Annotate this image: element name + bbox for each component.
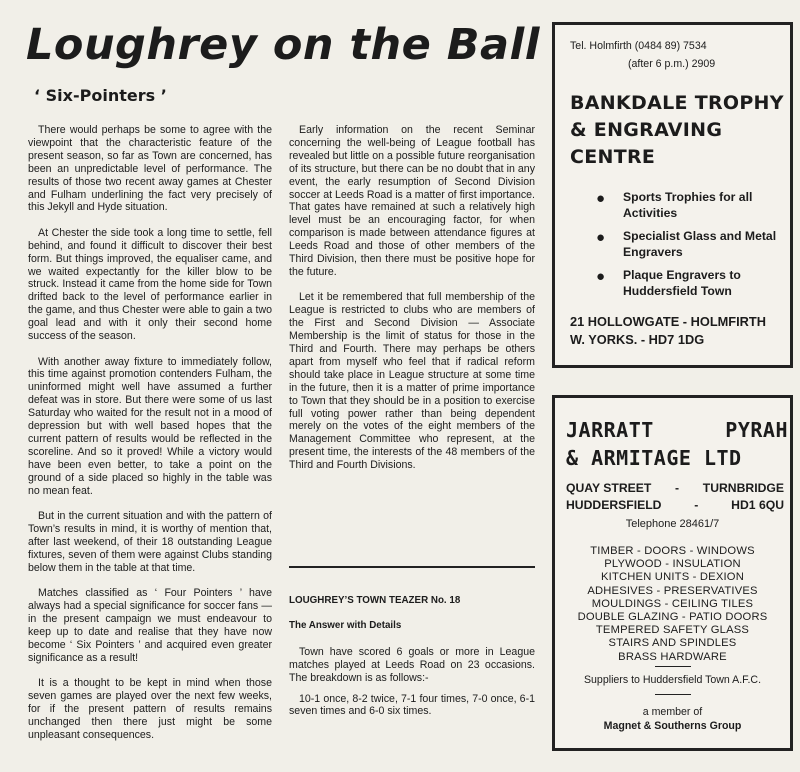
article-paragraph: Let it be remembered that full membership of the League is restricted to clubs who are members of the First and Second Division — Associate Membership is the limit of status for those in the Third and Fourth. There may perhaps be others apart from myself who feel that if radical reform should take place in League structure at some time in the future, then it is a matter of prime importance to Town that they should be in a position to exercise full voting power rather than being dependent merely on the votes of the eight members of the Management Committee who represent, at the present time, the interests of the 48 members of the Third and Fourth Divisions. (289, 291, 535, 472)
article-paragraph: With another away fixture to immediately follow, this time against promotion contenders Fulham, the uninformed might well have assumed a further defeat was in store. But there were some of us last Saturday who waited for the result not in a mood of depression but with well based hopes that the current pattern of results would be reflected in the scoreline. And so it proved! While a victory would have been even better, to take a point on the ground of a side placed so highly in the table was no mean feat. (28, 355, 272, 497)
bullet-icon: ● (596, 229, 606, 246)
jarratt-product-line: TIMBER - DOORS - WINDOWS (590, 545, 755, 557)
teazer-paragraph: 10-1 once, 8-2 twice, 7-1 four times, 7-0 once, 6-1 seven times and 6-0 six times. (289, 692, 535, 718)
bankdale-address-line: 21 HOLLOWGATE - HOLMFIRTH (570, 314, 766, 329)
bankdale-service-text: Specialist Glass and Metal Engravers (623, 229, 777, 259)
bankdale-service-text: Plaque Engravers to Huddersfield Town (623, 268, 741, 298)
bankdale-service-item (596, 268, 793, 299)
article-paragraph: Early information on the recent Seminar concerning the well-being of League football has revealed but little on a possible future reorganisation of its structure, but there can be no doubt that in any event, the early resumption of Second Division soccer at Leeds Road is a matter of first importance. That gates have remained at such a relatively high level must be an encouraging factor, for when comparison is made between attendance figures at Leeds Road and those of other members of the Third Division, then there must be positive hope for the future. (289, 124, 535, 278)
jarratt-product-line: BRASS HARDWARE (618, 650, 727, 663)
jarratt-name-word: JARRATT (566, 418, 654, 442)
jarratt-product-line: DOUBLE GLAZING - PATIO DOORS (577, 611, 768, 624)
bankdale-name-line: BANKDALE TROPHY (570, 92, 784, 114)
bankdale-service-item (596, 190, 793, 221)
jarratt-product-line: MOULDINGS - CEILING TILES (591, 597, 754, 610)
bankdale-company-name (570, 90, 785, 171)
bankdale-service-text: Sports Trophies for all Activities (623, 190, 753, 220)
bankdale-telephone-evening: (after 6 p.m.) 2909 (628, 58, 716, 70)
article-subtitle: ‘ Six-Pointers ’ (34, 86, 167, 105)
jarratt-address-part: QUAY STREET (566, 481, 652, 495)
bankdale-name-line: CENTRE (570, 146, 656, 168)
jarratt-address-sep: - (694, 498, 699, 512)
teazer-paragraph: Town have scored 6 goals or more in League matches played at Leeds Road on 23 occasions. The breakdown is as follows:- (289, 645, 535, 684)
jarratt-advert (552, 395, 793, 751)
bankdale-service-item (596, 229, 793, 260)
jarratt-company-name (566, 416, 788, 472)
teazer-section (289, 595, 535, 726)
jarratt-telephone: Telephone 28461/7 (625, 518, 720, 530)
bankdale-address-line: W. YORKS. - HD7 1DG (570, 332, 705, 347)
bullet-icon: ● (596, 268, 606, 285)
jarratt-product-line: PLYWOOD - INSULATION (604, 558, 741, 571)
article-column-2 (289, 124, 535, 485)
jarratt-address-row (566, 480, 784, 497)
jarratt-group-name: Magnet & Southerns Group (603, 720, 742, 732)
article-paragraph: There would perhaps be some to agree with the viewpoint that the characteristic feature of the present season, so far as Town are concerned, has been an unpredictable level of performance. The results of those two recent away games at Chester and Fulham underlining the fact very precisely of this Jekyll and Hyde situation. (28, 124, 272, 214)
teazer-subheading: The Answer with Details (289, 620, 402, 632)
teazer-heading: LOUGHREY’S TOWN TEAZER No. 18 (289, 595, 461, 606)
jarratt-products-list (555, 545, 790, 664)
article-paragraph: But in the current situation and with the pattern of Town’s results in mind, it is worthy of mention that, after last weekend, of their 18 outstanding League fixtures, seven of them were against Clubs standing below them in the table at that time. (28, 509, 272, 574)
jarratt-member-text: a member of (642, 706, 703, 718)
bankdale-services-list (596, 190, 793, 307)
jarratt-membership (555, 705, 790, 733)
article-column-1 (28, 124, 272, 754)
article-paragraph: It is a thought to be kept in mind when those seven games are played over the next few weeks, for if the present pattern of results remains unchanged then there just might be some unpleasant consequences. (28, 676, 272, 741)
jarratt-address-row (566, 497, 784, 514)
jarratt-name-line (566, 416, 788, 444)
jarratt-product-line: KITCHEN UNITS - DEXION (600, 571, 744, 584)
bankdale-advert (552, 22, 793, 368)
bankdale-name-line: & ENGRAVING (570, 119, 723, 141)
jarratt-address-sep: - (675, 481, 680, 495)
bullet-icon: ● (596, 190, 606, 207)
jarratt-name-word: PYRAH (725, 418, 788, 442)
article-paragraph: Matches classified as ‘ Four Pointers ’ have always had a special significance for soccer fans — in the present campaign we must endeavour to keep up to date and realise that they have now become ‘ Six Pointers ’ and acquired even greater significance as a result! (28, 587, 272, 664)
bankdale-address (570, 313, 766, 349)
column-divider (289, 566, 535, 568)
jarratt-product-line: ADHESIVES - PRESERVATIVES (587, 584, 758, 597)
jarratt-divider (655, 694, 691, 695)
bankdale-telephone: Tel. Holmfirth (0484 89) 7534 (570, 40, 707, 52)
jarratt-suppliers-note: Suppliers to Huddersfield Town A.F.C. (583, 674, 762, 686)
jarratt-product-line: TEMPERED SAFETY GLASS (595, 624, 750, 637)
jarratt-divider (655, 666, 691, 667)
jarratt-address-part: TURNBRIDGE (702, 481, 784, 495)
article-title: Loughrey on the Ball (26, 20, 541, 70)
jarratt-address (566, 480, 784, 514)
jarratt-address-part: HD1 6QU (731, 498, 784, 512)
jarratt-product-line: STAIRS AND SPINDLES (608, 637, 737, 650)
jarratt-name-line: & ARMITAGE LTD (566, 446, 742, 470)
article-paragraph: At Chester the side took a long time to settle, fell behind, and found it difficult to discover their best form. But things improved, the equaliser came, and we waited expectantly for the killer blow to be struck. Instead it came from the home side for Town drifted back to the level of performance earlier in the game, and thus Chester were able to gain a two goal lead and with it only their second home success of the season. (28, 226, 272, 343)
jarratt-address-part: HUDDERSFIELD (566, 498, 662, 512)
